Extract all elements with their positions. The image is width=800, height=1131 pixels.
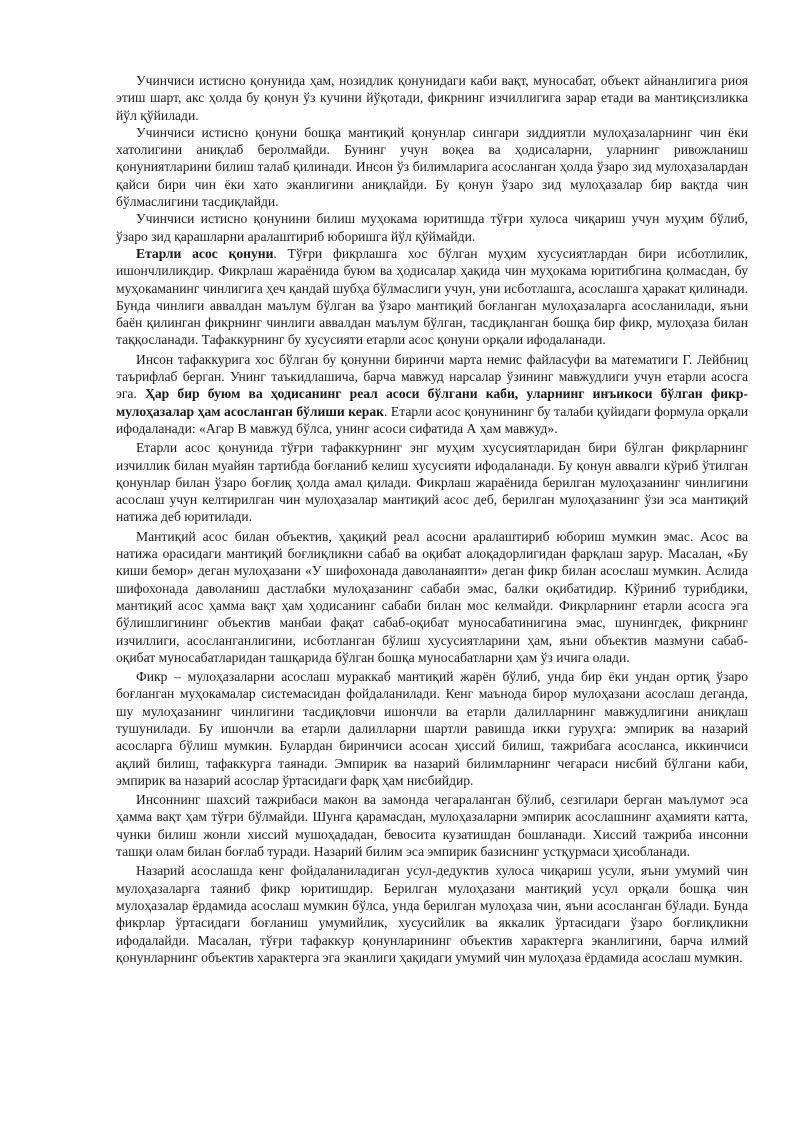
paragraph-2: Учинчиси истисно қонуни бошқа мантиқий қонунлар сингари зиддиятли мулоҳазаларнинг чин ёки хатолигини аниқлаб беролмайди. Бунинг учун воқеа ва ҳодисаларни, уларнинг ривожланиш қонуниятларини билиш талаб қилинади. Инсон ўз билимларига асосланган ҳолда ўзаро зид мулоҳазалардан қайси бири чин ёки хато эканлигини аниқлайди. Бу қонун ўзаро зид мулоҳазалар бир вақтда чин бўлмаслигини тасдиқлайди. [116,124,748,210]
paragraph-5-text-a: Инсон тафаккурига хос бўлган бу қонунни биринчи марта немис файласуфи ва математиги Г. Лейбниц таърифлаб берган. Унинг таъкидлашича, барча мавжуд нарсалар ўзининг мавжудлиги учун етарли асосга эга. [116,351,748,402]
paragraph-1: Учинчиси истисно қонунида ҳам, нозидлик қонунидаги каби вақт, муносабат, объект айнанлигига риоя этиш шарт, акс ҳолда бу қонун ўз кучини йўқотади, фикрнинг изчиллигига зарар етади ва мантиқсизликка йўл қўйилади. [116,73,748,123]
paragraph-7: Мантиқий асос билан объектив, ҳақиқий реал асосни аралаштириб юбориш мумкин эмас. Асос ва натижа орасидаги мантиқий боғлиқликни сабаб ва оқибат алоқадорлигидан фарқлаш зарур. Масалан, «Бу киши бемор» деган мулоҳазани «У шифохонада даволанаяпти» деган фикр билан асослаш мумкин. Аслида шифохонада даволаниш дастлабки мулоҳазанинг сабаби эмас, балки оқибатидир. Кўриниб турибдики, мантиқий асос ҳамма вақт ҳам ҳодисанинг сабаби билан мос келмайди. Фикрларнинг етарли асосга эга бўлишлигининг объектив манбаи фақат сабаб-оқибат муносабатинигина эмас, шунингдек, фикрнинг изчиллиги, асосланганлигини, исботланган бўлиш хусусиятларини ҳам, яъни объектив мазмуни сабаб-оқибат муносабатларидан ташқарида бўлган бошқа муносабатларни ҳам ўз ичига олади. [116,528,748,665]
paragraph-4 [116,245,748,349]
document-page [116,72,748,966]
paragraph-5-text-b: . Етарли асос қонунининг бу талаби қуйидаги формула орқали ифодаланади: «Агар В мавжуд бўлса, унинг асоси сифатида А ҳам мавжуд». [116,403,749,436]
paragraph-3: Учинчиси истисно қонунини билиш муҳокама юритишда тўғри хулоса чиқариш учун муҳим бўлиб, ўзаро зид қарашларни аралаштириб юборишга йўл қўймайди. [116,211,748,244]
paragraph-4-text: . Тўғри фикрлашга хос бўлган муҳим хусусиятлардан бири исботлилик, ишончлиликдир. Фикрлаш жараёнида буюм ва ҳодисалар ҳақида чин муҳокама юритибгина қолмасдан, бу муҳокаманинг чинлигига ҳеч қандай шубҳа бўлмаслиги учун, уни исботлашга, асослашга ҳаракат қилинади. Бунда чинлиги аввалдан маълум бўлган ва ўзаро мантиқий боғланган мулоҳазаларга асосланилади, яъни баён қилинган фикрнинг чинлиги аввалдан маълум бўлган, тасдиқланган бошқа бир фикр, мулоҳаза билан таққосланади. Тафаккурнинг бу хусусияти етарли асос қонуни орқали ифодаланади. [116,245,748,348]
paragraph-5-emphasis: Ҳар бир буюм ва ҳодисанинг реал асоси бўлгани каби, уларнинг инъикоси бўлган фикр-мулоҳазалар ҳам асосланган бўлиши керак [116,386,748,419]
paragraph-9: Инсоннинг шахсий тажрибаси макон ва замонда чегараланган бўлиб, сезгилари берган маълумот эса ҳамма вақт ҳам тўғри бўлмайди. Шунга қарамасдан, мулоҳазаларни эмпирик асослашнинг аҳамияти катта, чунки билиш жонли хиссий мушоҳададан, бевосита кузатишдан бошланади. Хиссий тажриба инсонни ташқи олам билан боғлаб туради. Назарий билим эса эмпирик базиснинг устқурмаси ҳисобланади. [116,792,748,860]
sufficient-reason-law-heading: Етарли асос қонуни [136,245,274,261]
paragraph-5 [116,351,748,437]
paragraph-6: Етарли асос қонунида тўғри тафаккурнинг энг муҳим хусусиятларидан бири бўлган фикрларнинг изчиллик билан муайян тартибда боғланиб келиш хусусияти ифодаланади. Бу қонун аввалги кўриб ўтилган қонунлар билан ўзаро боғлиқ ҳолда амал қилади. Фикрлаш жараёнида берилган мулоҳазанинг чинлигини асослаш учун келтирилган чин мулоҳазалар мантиқий асос деб, берилган мулоҳазанинг ўзи эса мантиқий натижа деб юритилади. [116,440,748,525]
paragraph-8: Фикр – мулоҳазаларни асослаш мураккаб мантиқий жарён бўлиб, унда бир ёки ундан ортиқ ўзаро боғланган муҳокамалар системасидан фойдаланилади. Кенг маънода бирор мулоҳазани асослаш деганда, шу мулоҳазанинг чинлигини тасдиқловчи ишончли ва етарли далилларнинг мавжудлигини аниқлаш тушунилади. Бу ишончли ва етарли далилларни шартли равишда икки гуруҳга: эмпирик ва назарий асосларга бўлиш мумкин. Булардан биринчиси асосан ҳиссий билиш, тажрибага асосланса, иккинчиси ақлий билиш, тафаккурга таянади. Эмпирик ва назарий билимларнинг чегараси нисбий бўлгани каби, эмпирик ва назарий асослар ўртасидаги фарқ ҳам нисбийдир. [116,669,748,788]
paragraph-10: Назарий асослашда кенг фойдаланиладиган усул-дедуктив хулоса чиқариш усули, яъни умумий чин мулоҳазаларга таяниб фикр юритишдир. Берилган мулоҳазани мантиқий усул орқали бошқа чин мулоҳазалар ёрдамида асослаш мумкин бўлса, унда берилган мулоҳаза чин, яъни асосланган бўлади. Бунда фикрлар ўртасидаги боғланиш умумийлик, хусусийлик ва яккалик ўртасидаги ўзаро боғлиқликни ифодалайди. Масалан, тўғри тафаккур қонунларининг объектив характерга эканлигини, барча илмий қонунларнинг объектив характерга эга эканлиги ҳақидаги умумий чин мулоҳаза ёрдамида асослаш мумкин. [116,863,748,965]
